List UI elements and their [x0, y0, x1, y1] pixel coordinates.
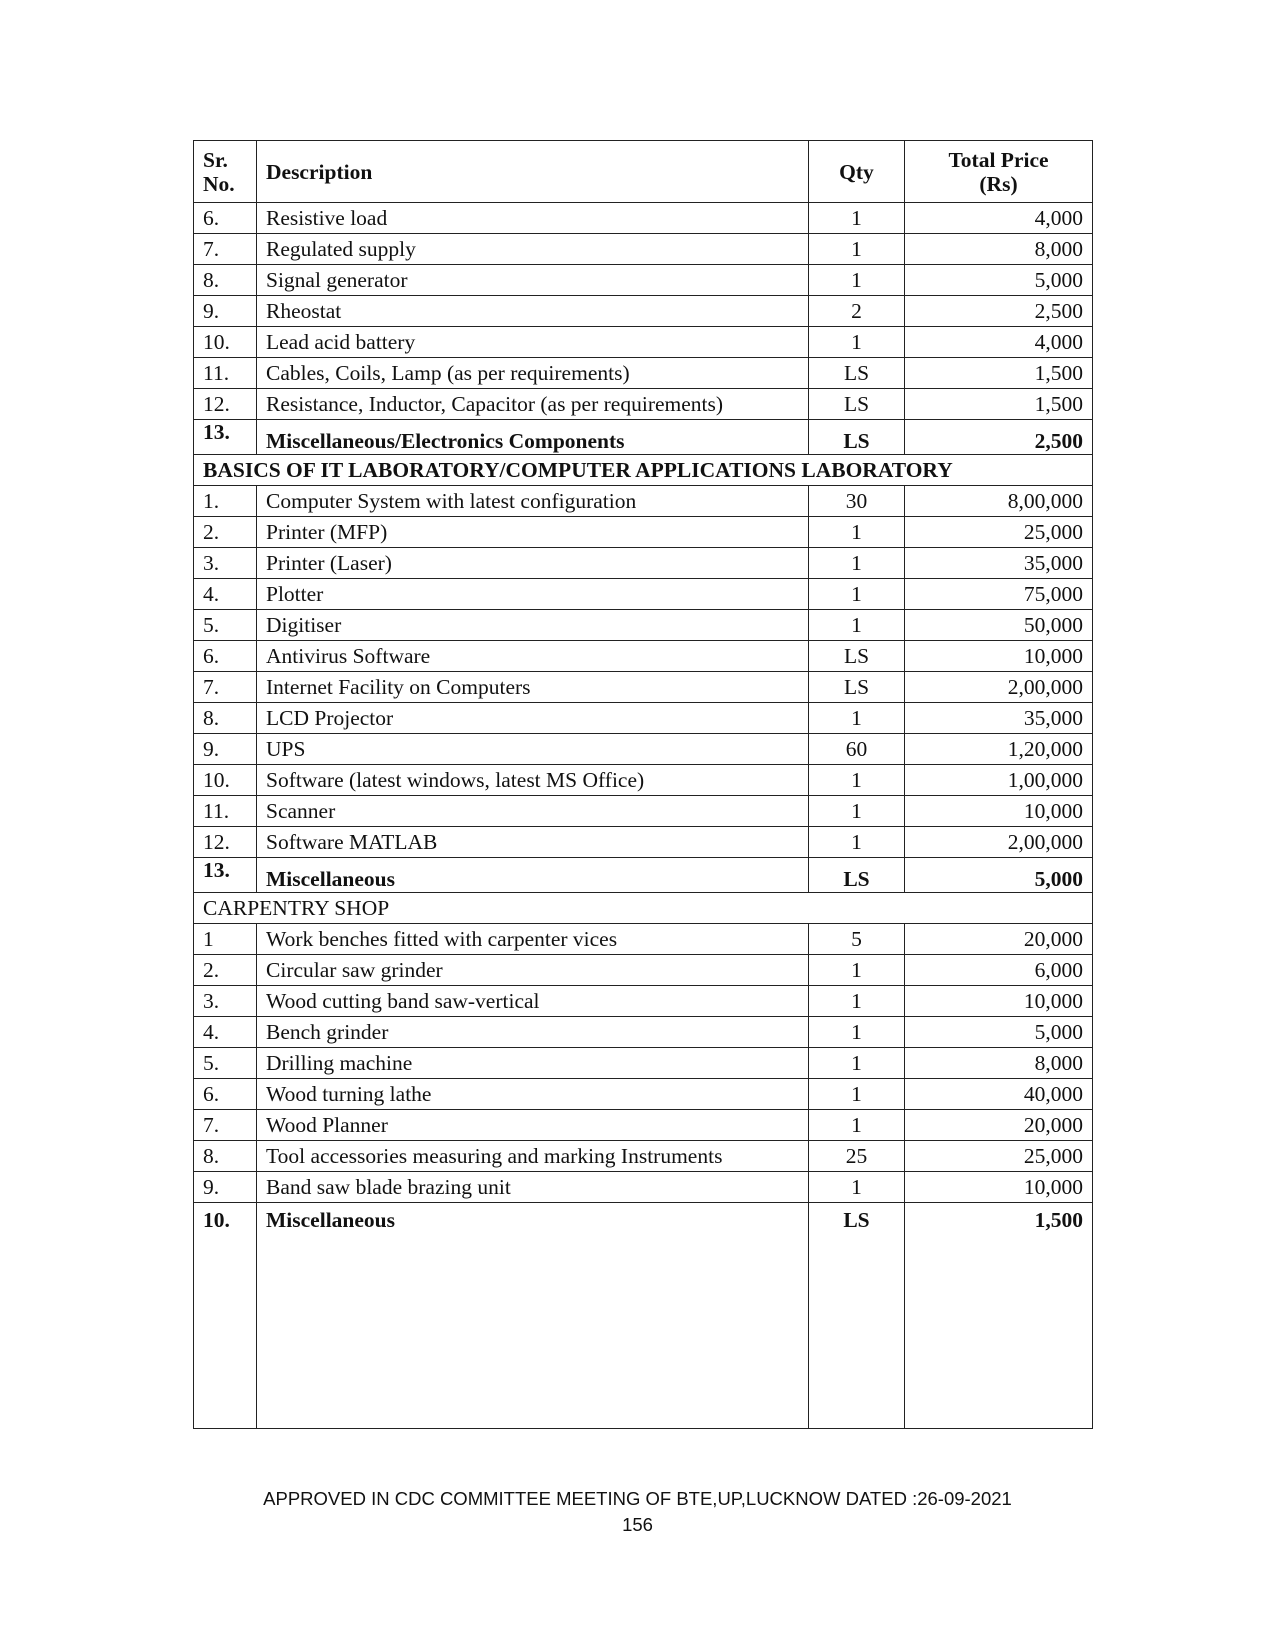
row-qty: 1	[809, 827, 905, 858]
row-sr-no: 3.	[194, 986, 257, 1017]
row-description: Wood cutting band saw-vertical	[257, 986, 809, 1017]
row-total-price: 6,000	[905, 955, 1093, 986]
row-qty: 1	[809, 703, 905, 734]
header-total-price	[905, 141, 1093, 203]
row-qty: LS	[809, 1203, 905, 1429]
row-qty: 1	[809, 548, 905, 579]
table-row	[194, 672, 1093, 703]
row-qty: LS	[809, 672, 905, 703]
row-sr-no: 12.	[194, 389, 257, 420]
table-row	[194, 986, 1093, 1017]
section-heading-carpentry-title: CARPENTRY SHOP	[194, 893, 1093, 924]
row-qty: 1	[809, 955, 905, 986]
row-sr-no: 6.	[194, 641, 257, 672]
approval-footer: APPROVED IN CDC COMMITTEE MEETING OF BTE,UP,LUCKNOW DATED :26-09-2021	[263, 1488, 1012, 1509]
row-total-price: 4,000	[905, 203, 1093, 234]
page-number: 156	[622, 1514, 653, 1535]
row-description: Miscellaneous	[257, 1203, 809, 1429]
row-qty: 1	[809, 1048, 905, 1079]
row-description: Signal generator	[257, 265, 809, 296]
row-qty: 1	[809, 1110, 905, 1141]
row-total-price: 4,000	[905, 327, 1093, 358]
table-row	[194, 734, 1093, 765]
table-row	[194, 234, 1093, 265]
table-row	[194, 1141, 1093, 1172]
row-description: Tool accessories measuring and marking Instruments	[257, 1141, 809, 1172]
row-total-price: 25,000	[905, 1141, 1093, 1172]
table-row	[194, 265, 1093, 296]
table-row	[194, 1079, 1093, 1110]
row-description: Miscellaneous/Electronics Components	[257, 420, 809, 455]
row-qty: 1	[809, 265, 905, 296]
row-total-price: 50,000	[905, 610, 1093, 641]
row-qty: 1	[809, 1172, 905, 1203]
row-qty: LS	[809, 641, 905, 672]
row-sr-no: 13.	[194, 858, 257, 893]
row-qty: 1	[809, 203, 905, 234]
row-qty: 5	[809, 924, 905, 955]
section-heading-it-lab	[194, 455, 1093, 486]
row-qty: LS	[809, 389, 905, 420]
row-qty: LS	[809, 420, 905, 455]
row-description: Antivirus Software	[257, 641, 809, 672]
row-description: Digitiser	[257, 610, 809, 641]
row-sr-no: 4.	[194, 579, 257, 610]
header-price-line2: (Rs)	[979, 171, 1018, 196]
row-description: Resistance, Inductor, Capacitor (as per requirements)	[257, 389, 809, 420]
row-sr-no: 1	[194, 924, 257, 955]
row-sr-no: 13.	[194, 420, 257, 455]
row-sr-no: 9.	[194, 1172, 257, 1203]
row-description: Band saw blade brazing unit	[257, 1172, 809, 1203]
row-total-price: 1,500	[905, 1203, 1093, 1429]
row-total-price: 8,000	[905, 234, 1093, 265]
table-row	[194, 548, 1093, 579]
row-total-price: 8,00,000	[905, 486, 1093, 517]
row-sr-no: 10.	[194, 1203, 257, 1429]
table-row	[194, 579, 1093, 610]
row-sr-no: 7.	[194, 234, 257, 265]
table-row	[194, 1110, 1093, 1141]
table-row	[194, 358, 1093, 389]
table-row	[194, 420, 1093, 455]
row-description: Miscellaneous	[257, 858, 809, 893]
row-description: Software (latest windows, latest MS Office)	[257, 765, 809, 796]
row-sr-no: 7.	[194, 1110, 257, 1141]
row-total-price: 10,000	[905, 986, 1093, 1017]
row-description: Wood turning lathe	[257, 1079, 809, 1110]
row-sr-no: 4.	[194, 1017, 257, 1048]
row-sr-no: 10.	[194, 765, 257, 796]
row-description: Drilling machine	[257, 1048, 809, 1079]
table-row	[194, 641, 1093, 672]
row-total-price: 2,00,000	[905, 672, 1093, 703]
row-description: Software MATLAB	[257, 827, 809, 858]
row-description: Scanner	[257, 796, 809, 827]
row-description: Lead acid battery	[257, 327, 809, 358]
table-row	[194, 1172, 1093, 1203]
table-header-row	[194, 141, 1093, 203]
row-total-price: 35,000	[905, 548, 1093, 579]
row-description: LCD Projector	[257, 703, 809, 734]
row-qty: 1	[809, 765, 905, 796]
row-description: Bench grinder	[257, 1017, 809, 1048]
row-sr-no: 5.	[194, 610, 257, 641]
row-description: Resistive load	[257, 203, 809, 234]
row-description: Circular saw grinder	[257, 955, 809, 986]
row-total-price: 2,00,000	[905, 827, 1093, 858]
row-qty: 1	[809, 517, 905, 548]
row-description: Regulated supply	[257, 234, 809, 265]
row-description: Internet Facility on Computers	[257, 672, 809, 703]
table-row	[194, 203, 1093, 234]
row-total-price: 1,00,000	[905, 765, 1093, 796]
row-description: Wood Planner	[257, 1110, 809, 1141]
row-qty: LS	[809, 858, 905, 893]
row-total-price: 5,000	[905, 858, 1093, 893]
row-sr-no: 12.	[194, 827, 257, 858]
row-sr-no: 5.	[194, 1048, 257, 1079]
row-sr-no: 8.	[194, 703, 257, 734]
row-sr-no: 1.	[194, 486, 257, 517]
row-description: Work benches fitted with carpenter vices	[257, 924, 809, 955]
row-description: Printer (Laser)	[257, 548, 809, 579]
row-sr-no: 2.	[194, 955, 257, 986]
row-qty: 30	[809, 486, 905, 517]
row-total-price: 35,000	[905, 703, 1093, 734]
row-qty: 1	[809, 234, 905, 265]
equipment-table	[193, 140, 1093, 1429]
table-row	[194, 1017, 1093, 1048]
row-sr-no: 11.	[194, 358, 257, 389]
row-description: UPS	[257, 734, 809, 765]
row-total-price: 5,000	[905, 265, 1093, 296]
table-row	[194, 327, 1093, 358]
table-row	[194, 610, 1093, 641]
row-total-price: 8,000	[905, 1048, 1093, 1079]
row-description: Printer (MFP)	[257, 517, 809, 548]
row-total-price: 10,000	[905, 1172, 1093, 1203]
table-row	[194, 827, 1093, 858]
row-total-price: 5,000	[905, 1017, 1093, 1048]
table-row	[194, 858, 1093, 893]
row-total-price: 2,500	[905, 296, 1093, 327]
row-total-price: 1,500	[905, 389, 1093, 420]
row-sr-no: 9.	[194, 734, 257, 765]
table-row	[194, 389, 1093, 420]
header-sr-line1: Sr.	[203, 147, 228, 172]
row-total-price: 1,500	[905, 358, 1093, 389]
row-total-price: 20,000	[905, 924, 1093, 955]
row-description: Plotter	[257, 579, 809, 610]
row-sr-no: 6.	[194, 203, 257, 234]
row-description: Rheostat	[257, 296, 809, 327]
header-price-line1: Total Price	[948, 147, 1049, 172]
row-qty: 2	[809, 296, 905, 327]
row-total-price: 20,000	[905, 1110, 1093, 1141]
table-row	[194, 796, 1093, 827]
row-qty: 60	[809, 734, 905, 765]
row-qty: 1	[809, 1079, 905, 1110]
row-total-price: 75,000	[905, 579, 1093, 610]
row-total-price: 1,20,000	[905, 734, 1093, 765]
header-qty: Qty	[809, 141, 905, 203]
row-sr-no: 7.	[194, 672, 257, 703]
table-row	[194, 296, 1093, 327]
row-sr-no: 2.	[194, 517, 257, 548]
row-qty: 1	[809, 1017, 905, 1048]
row-qty: 1	[809, 579, 905, 610]
table-row	[194, 924, 1093, 955]
section-heading-carpentry	[194, 893, 1093, 924]
row-sr-no: 9.	[194, 296, 257, 327]
table-row	[194, 703, 1093, 734]
header-sr-line2: No.	[203, 171, 235, 196]
section-heading-it-lab-title: BASICS OF IT LABORATORY/COMPUTER APPLICATIONS LABORATORY	[194, 455, 1093, 486]
row-total-price: 40,000	[905, 1079, 1093, 1110]
row-qty: 25	[809, 1141, 905, 1172]
row-sr-no: 3.	[194, 548, 257, 579]
header-sr-no	[194, 141, 257, 203]
table-row	[194, 765, 1093, 796]
row-qty: 1	[809, 986, 905, 1017]
row-qty: 1	[809, 327, 905, 358]
row-description: Cables, Coils, Lamp (as per requirements)	[257, 358, 809, 389]
row-total-price: 10,000	[905, 796, 1093, 827]
row-qty: 1	[809, 610, 905, 641]
row-sr-no: 8.	[194, 1141, 257, 1172]
row-sr-no: 10.	[194, 327, 257, 358]
row-total-price: 10,000	[905, 641, 1093, 672]
table-row	[194, 1203, 1093, 1429]
table-row	[194, 1048, 1093, 1079]
row-total-price: 2,500	[905, 420, 1093, 455]
row-qty: 1	[809, 796, 905, 827]
table-row	[194, 955, 1093, 986]
row-sr-no: 6.	[194, 1079, 257, 1110]
row-description: Computer System with latest configuration	[257, 486, 809, 517]
row-sr-no: 8.	[194, 265, 257, 296]
row-total-price: 25,000	[905, 517, 1093, 548]
table-row	[194, 486, 1093, 517]
table-row	[194, 517, 1093, 548]
header-description: Description	[257, 141, 809, 203]
row-sr-no: 11.	[194, 796, 257, 827]
row-qty: LS	[809, 358, 905, 389]
